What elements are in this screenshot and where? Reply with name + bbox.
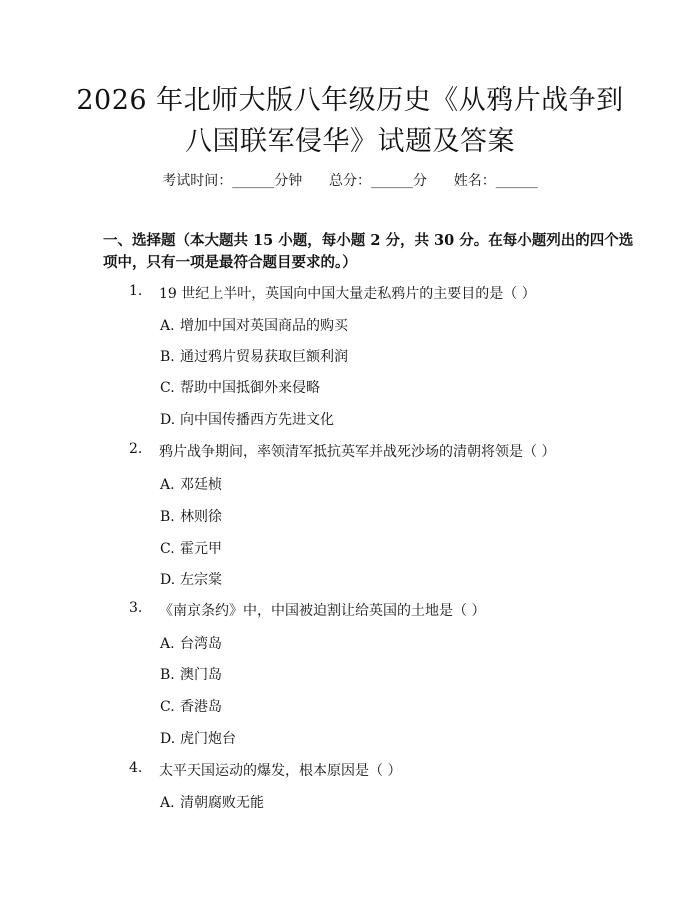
option-text: 林则徐 — [180, 509, 222, 525]
question-number: 4. — [129, 760, 143, 776]
option-label: A. — [160, 636, 175, 652]
option-c — [160, 377, 320, 397]
option-b — [160, 346, 348, 366]
option-text: 增加中国对英国商品的购买 — [180, 318, 348, 334]
option-label: A. — [160, 318, 175, 334]
option-c — [160, 538, 222, 558]
question-number: 2. — [129, 441, 143, 457]
option-label: B. — [160, 349, 175, 365]
option-text: 邓廷桢 — [180, 477, 222, 493]
option-label: D. — [160, 731, 176, 747]
option-d — [160, 728, 236, 748]
option-label: A. — [160, 795, 175, 811]
option-text: 澳门岛 — [180, 667, 222, 683]
section-heading-line-2: 项中，只有一项是最符合题目要求的。） — [103, 254, 357, 271]
option-d — [160, 409, 334, 429]
option-label: C. — [160, 699, 175, 715]
option-text: 台湾岛 — [180, 636, 222, 652]
option-text: 霍元甲 — [180, 541, 222, 557]
option-a — [160, 633, 222, 653]
option-d — [160, 569, 222, 589]
option-label: D. — [160, 412, 176, 428]
question-text: 太平天国运动的爆发，根本原因是（ ） — [159, 763, 402, 779]
option-label: B. — [160, 509, 175, 525]
question-number: 1. — [129, 283, 143, 299]
option-label: C. — [160, 541, 175, 557]
option-b — [160, 664, 222, 684]
question-text: 19 世纪上半叶，英国向中国大量走私鸦片的主要目的是（ ） — [159, 286, 536, 302]
option-label: B. — [160, 667, 175, 683]
question-text: 鸦片战争期间，率领清军抵抗英军并战死沙场的清朝将领是（ ） — [159, 444, 556, 460]
option-label: D. — [160, 572, 176, 588]
page-title-line-1: 2026 年北师大版八年级历史《从鸦片战争到 — [76, 85, 624, 116]
option-text: 向中国传播西方先进文化 — [180, 412, 334, 428]
question-number: 3. — [129, 600, 143, 616]
option-text: 香港岛 — [180, 699, 222, 715]
page-title-line-2: 八国联军侵华》试题及答案 — [185, 126, 515, 157]
option-label: C. — [160, 380, 175, 396]
option-b — [160, 506, 222, 526]
option-text: 清朝腐败无能 — [180, 795, 264, 811]
section-heading-line-1: 一、选择题（本大题共 15 小题，每小题 2 分，共 30 分。在每小题列出的四个选 — [103, 232, 634, 249]
option-label: A. — [160, 477, 175, 493]
exam-info-line: 考试时间：______分钟 总分：______分 姓名：______ — [162, 173, 538, 189]
option-text: 帮助中国抵御外来侵略 — [180, 380, 320, 396]
question-text: 《南京条约》中，中国被迫割让给英国的土地是（ ） — [159, 603, 486, 619]
option-text: 通过鸦片贸易获取巨额利润 — [180, 349, 348, 365]
option-a — [160, 315, 348, 335]
option-c — [160, 696, 222, 716]
option-a — [160, 474, 222, 494]
option-text: 左宗棠 — [180, 572, 222, 588]
option-a — [160, 792, 264, 812]
option-text: 虎门炮台 — [180, 731, 236, 747]
